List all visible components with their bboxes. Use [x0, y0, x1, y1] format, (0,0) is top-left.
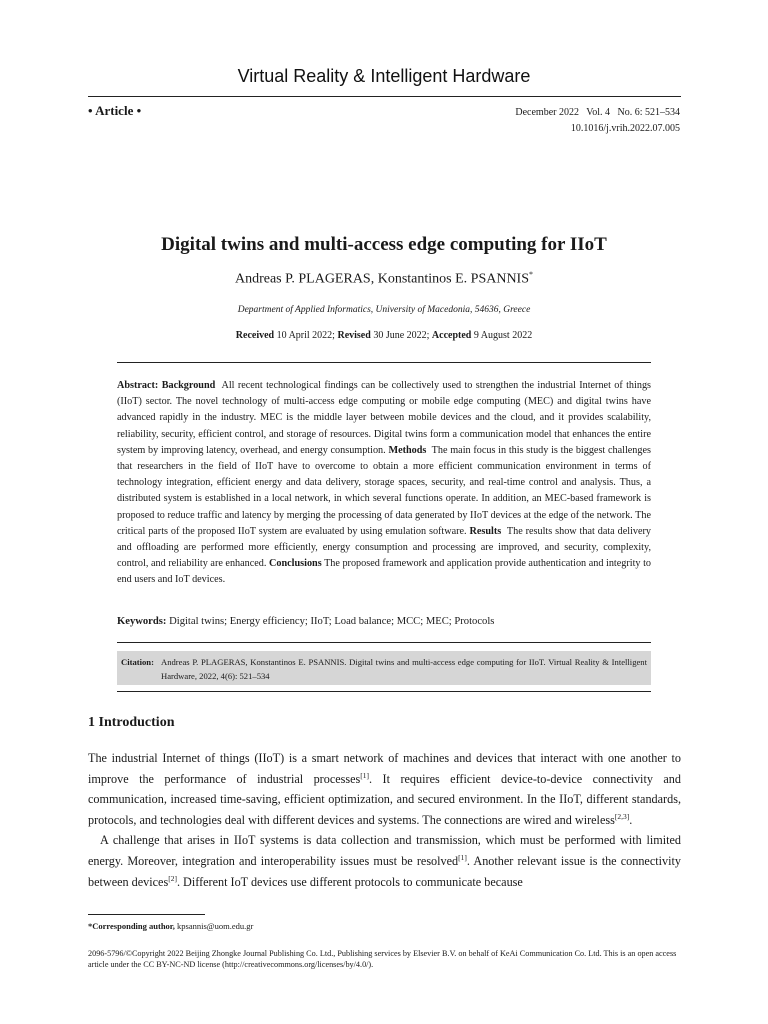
paragraph-text: .: [629, 812, 633, 827]
issue-info: [515, 105, 680, 137]
received-date: 10 April 2022;: [276, 330, 335, 341]
abstract-methods-label: Methods: [388, 444, 427, 456]
header-rule: [88, 96, 681, 97]
accepted-date: 9 August 2022: [473, 330, 533, 341]
accepted-label: Accepted: [431, 330, 472, 341]
author-email[interactable]: kpsannis@uom.edu.gr: [177, 921, 254, 931]
keywords: [117, 616, 651, 627]
citation-label: Citation:: [121, 657, 154, 667]
affiliation: Department of Applied Informatics, University of Macedonia, 54636, Greece: [237, 305, 531, 315]
paragraph-text: A challenge that arises in IIoT systems is data collection and transmission, which must be performed with limited energy. Moreover, integration and interoperability issues must be resolved: [88, 833, 681, 868]
section-heading-introduction: 1 Introduction: [88, 715, 175, 730]
citation-text: Andreas P. PLAGERAS, Konstantinos E. PSANNIS. Digital twins and multi-access edge computing for IIoT. Virtual Reality & Intelligent Hardware, 2022, 4(6): 521–534: [161, 657, 647, 681]
footnote-label: *Corresponding author,: [88, 921, 175, 931]
author-names: Andreas P. PLAGERAS, Konstantinos E. PSANNIS: [234, 271, 530, 287]
abstract-results-label: Results: [469, 525, 502, 537]
article-dates: [0, 330, 768, 341]
citation-bottom-rule: [117, 691, 651, 692]
abstract-background: All recent technological findings can be collectively used to strengthen the industrial Internet of things (IIoT) sector. The novel technology of multi-access edge computing or mobile edge computing (MEC) and digital twins have advanced rapidly in the industry. MEC is the middle layer between mobile devices and the cloud, and it provides scalability, reliability, security, efficient control, and storage of resources. Digital twins form a communication model that enhances the entire system by improving latency, overhead, and energy consumption.: [117, 380, 652, 456]
footnote-corresponding-author: [88, 921, 253, 931]
authors: [0, 270, 768, 288]
issue-line: December 2022 Vol. 4 No. 6: 521–534: [515, 107, 680, 118]
reference-link[interactable]: [1]: [360, 770, 370, 780]
paragraph-text: . Another relevant issue is the connectivity between devices: [88, 853, 681, 889]
citation-box: [117, 651, 651, 685]
paragraph: [88, 748, 681, 830]
reference-link[interactable]: [2]: [168, 873, 177, 883]
keywords-text: Digital twins; Energy efficiency; IIoT; Load balance; MCC; MEC; Protocols: [169, 616, 495, 627]
abstract-conclusions-label: Conclusions: [269, 558, 322, 570]
footnote-rule: [88, 914, 205, 915]
reference-link[interactable]: [2,3]: [614, 811, 630, 821]
abstract-background-label: Background: [161, 380, 216, 391]
article-type-tag: • Article •: [88, 103, 142, 118]
reference-link[interactable]: [1]: [458, 852, 467, 862]
doi[interactable]: 10.1016/j.vrih.2022.07.005: [570, 123, 680, 134]
paragraph-text: . It requires efficient device-to-device connectivity and communication, increased time-saving, efficient optimization, and secured environment. In the IIoT, different standards, protocols, and technologies deal with different devices and systems. The connections are wired and wireless: [88, 771, 681, 827]
paragraph-text: . Different IoT devices use different protocols to communicate because: [176, 874, 523, 889]
abstract: [117, 378, 651, 589]
revised-label: Revised: [337, 330, 371, 341]
journal-title: Virtual Reality & Intelligent Hardware: [237, 66, 531, 86]
keywords-label: Keywords:: [117, 616, 167, 627]
abstract-top-rule: [117, 362, 651, 363]
paper-title: Digital twins and multi-access edge computing for IIoT: [161, 234, 607, 255]
paragraph: [88, 830, 681, 892]
introduction-body: [88, 748, 681, 892]
received-label: Received: [235, 330, 275, 341]
abstract-conclusions: The proposed framework and application provide authentication and integrity to end users and IoT devices.: [117, 558, 651, 586]
abstract-methods: The main focus in this study is the biggest challenges that researchers in the field of IIoT have to overcome to obtain a more efficient communication environment in terms of technology integration, efficient energy and data delivery, storage spaces, security, and real-time control and analysis. Thus, a distributed system is established in a local network, in which several functions operate. In addition, an MEC-based framework is proposed to reduce traffic and latency by merging the processing of data generated by IIoT devices at the edge of the network. The critical parts of the proposed IIoT system are evaluated by using emulation software.: [117, 444, 651, 537]
abstract-results: The results show that data delivery and offloading are performed more efficiently, energy consumption and processing are improved, and security, complexity, control, and reliability are enhanced.: [117, 525, 651, 570]
abstract-label: Abstract:: [117, 380, 159, 391]
copyright-notice: 2096-5796/©Copyright 2022 Beijing Zhongke Journal Publishing Co. Ltd., Publishing services by Elsevier B.V. on behalf of KeAi Communication Co. Ltd. This is an open access article under the CC BY-NC-ND license (http://creativecommons.org/licenses/by/4.0/).: [88, 949, 677, 969]
paragraph-text: The industrial Internet of things (IIoT) is a smart network of machines and devices that interact with one another to improve the performance of industrial processes: [88, 751, 681, 786]
corresponding-author-mark: *: [529, 270, 534, 279]
revised-date: 30 June 2022;: [373, 330, 430, 341]
citation-top-rule: [117, 642, 651, 643]
